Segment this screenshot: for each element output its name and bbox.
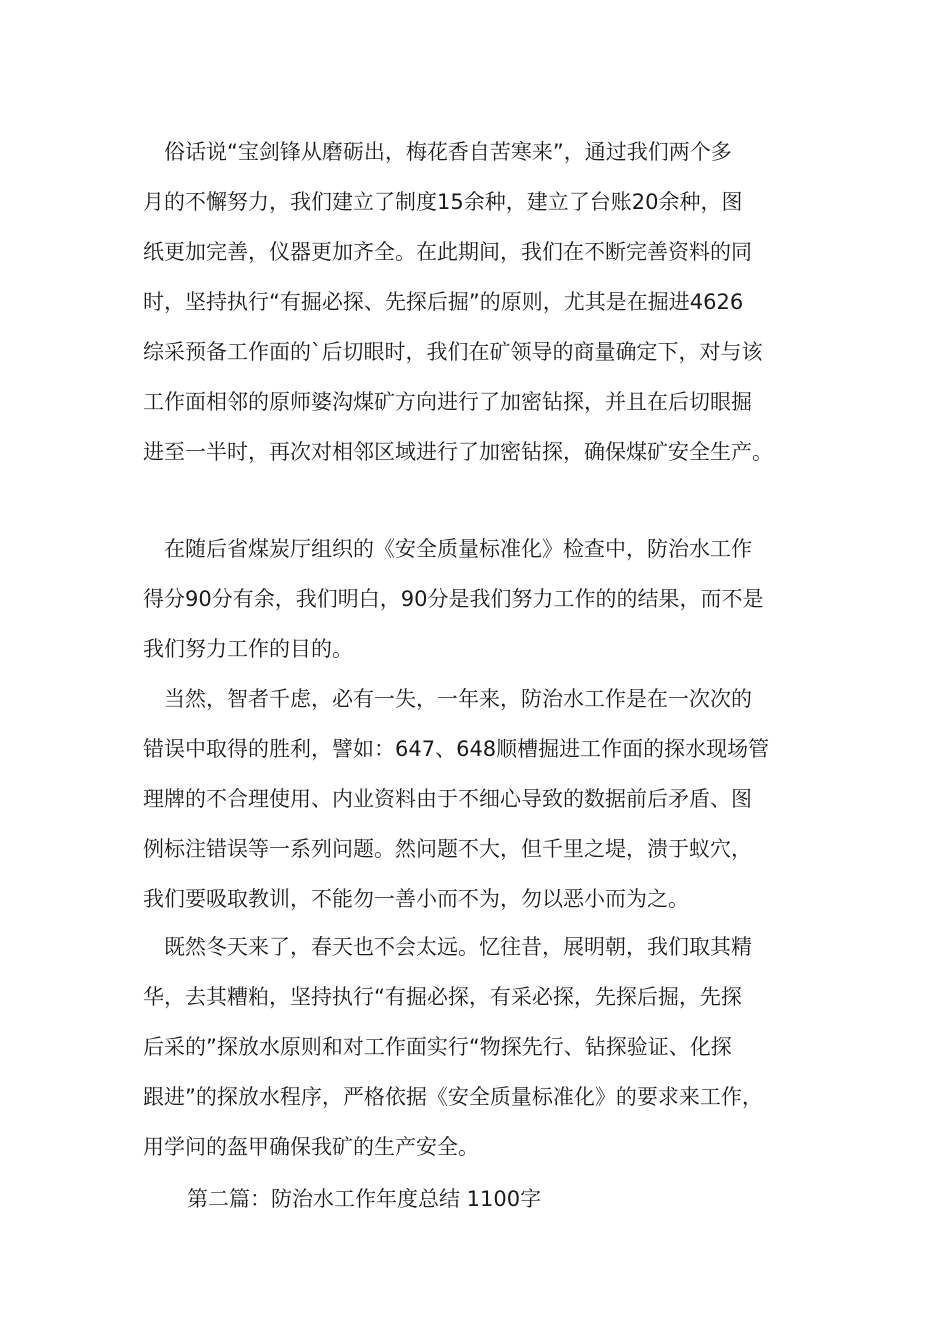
section-heading: 第二篇：防治水工作年度总结 1100字	[187, 1187, 542, 1211]
text-line: 我们要吸取教训，不能勿一善小而不为，勿以恶小而为之。	[143, 887, 689, 911]
text-line: 用学问的盔甲确保我矿的生产安全。	[143, 1135, 479, 1159]
text-line: 理牌的不合理使用、内业资料由于不细心导致的数据前后矛盾、图	[143, 787, 752, 811]
text-line: 跟进”的探放水程序，严格依据《安全质量标准化》的要求来工作，	[143, 1085, 763, 1109]
text-line: 月的不懈努力，我们建立了制度15余种，建立了台账20余种，图	[143, 190, 743, 214]
text-line: 当然，智者千虑，必有一失，一年来，防治水工作是在一次次的	[143, 687, 752, 711]
text-line: 俗话说“宝剑锋从磨砺出，梅花香自苦寒来”，通过我们两个多	[143, 140, 732, 164]
paragraph-4	[143, 922, 823, 1172]
text-line: 时，坚持执行“有掘必探、先探后掘”的原则，尤其是在掘进4626	[143, 290, 744, 314]
text-line: 得分90分有余，我们明白，90分是我们努力工作的的结果，而不是	[143, 587, 764, 611]
paragraph-2	[143, 524, 823, 674]
text-line: 综采预备工作面的`后切眼时，我们在矿领导的商量确定下，对与该	[143, 340, 763, 364]
text-line: 后采的”探放水原则和对工作面实行“物探先行、钻探验证、化探	[143, 1035, 732, 1059]
text-line: 例标注错误等一系列问题。然问题不大，但千里之堤，溃于蚁穴，	[143, 837, 752, 861]
paragraph-3	[143, 674, 823, 924]
text-line: 既然冬天来了，春天也不会太远。忆往昔，展明朝，我们取其精	[143, 935, 752, 959]
text-line: 在随后省煤炭厅组织的《安全质量标准化》检查中，防治水工作	[143, 537, 752, 561]
text-line: 纸更加完善，仪器更加齐全。在此期间，我们在不断完善资料的同	[143, 240, 752, 264]
paragraph-1	[143, 127, 823, 477]
text-line: 华，去其糟粕，坚持执行“有掘必探，有采必探，先探后掘，先探	[143, 985, 742, 1009]
text-line: 进至一半时，再次对相邻区域进行了加密钻探，确保煤矿安全生产。	[143, 440, 773, 464]
text-line: 错误中取得的胜利，譬如：647、648顺槽掘进工作面的探水现场管	[143, 737, 770, 761]
text-line: 我们努力工作的目的。	[143, 637, 353, 661]
text-line: 工作面相邻的原师婆沟煤矿方向进行了加密钻探，并且在后切眼掘	[143, 390, 752, 414]
